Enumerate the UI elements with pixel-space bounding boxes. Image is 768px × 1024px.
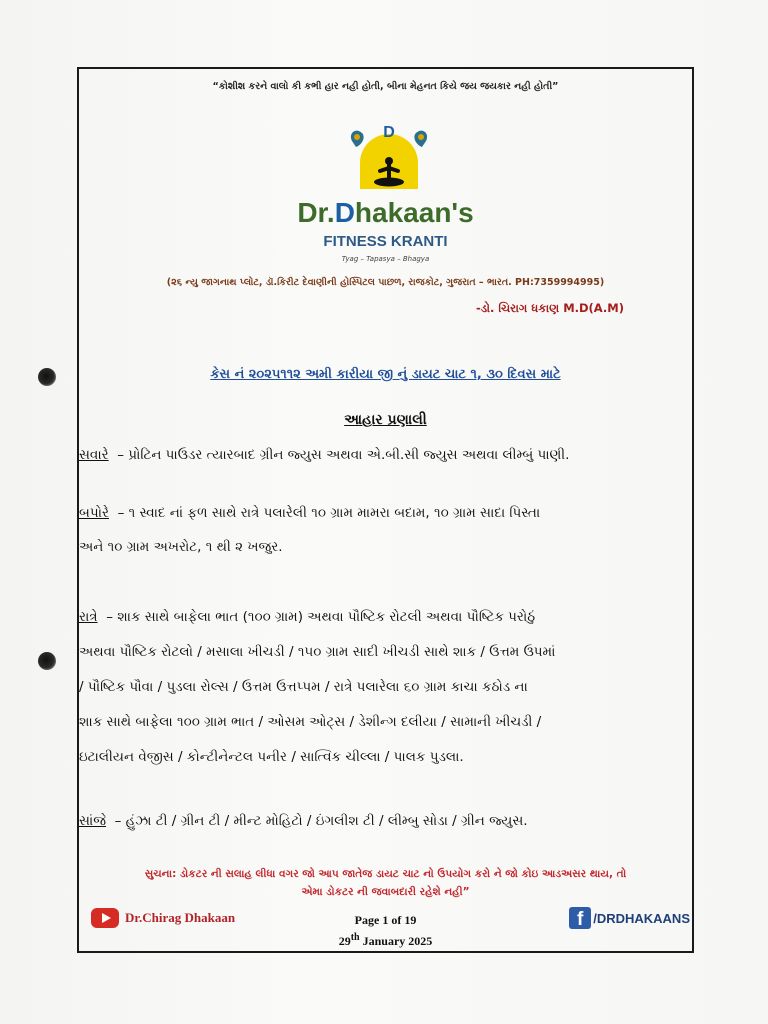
- meal-line: [79, 447, 569, 463]
- brand-letter-d: D: [334, 197, 355, 228]
- page-number: Page 1 of 19: [354, 913, 417, 927]
- meal-label: બપોરે: [79, 505, 109, 521]
- brand-rest: hakaan's: [354, 197, 474, 228]
- meal-line: શાક સાથે બાફેલા ૧૦૦ ગ્રામ ભાત / ઓસમ ઓટ્સ / ડેશીન્ગ દલીયા / સામાની ખીચડી /: [79, 714, 542, 730]
- youtube-channel-name: Dr.Chirag Dhakaan: [125, 909, 236, 925]
- notice-line: સુચના: ડોકટર ની સલાહ લીધા વગર જો આપ જાતેજ ડાયટ ચાટ નો ઉપયોગ કરો ને જો કોઇ આડઅસર થાય, તો: [144, 868, 627, 880]
- meal-label: રાત્રે: [79, 609, 98, 625]
- meal-text: – ૧ સ્વાદ નાં ફળ સાથે રાત્રે પલારેલી ૧૦ ગ્રામ મામરા બદામ, ૧૦ ગ્રામ સાદા પિસ્તા: [117, 505, 541, 521]
- meal-label: સવારે: [79, 447, 109, 463]
- meal-line: અને ૧૦ ગ્રામ અખરોટ, ૧ થી ૨ ખજુર.: [79, 539, 283, 555]
- page-border: [77, 67, 694, 953]
- meal-line: [79, 813, 528, 829]
- brand-tagline: Tyag – Tapasya – Bhagya: [341, 255, 430, 263]
- section-heading: આહાર પ્રણાલી: [344, 412, 427, 428]
- meal-line: અથવા પૌષ્ટિક રોટલો / મસાલા ખીચડી / ૧૫૦ ગ્રામ સાદી ખીચડી સાથે શાક / ઉત્તમ ઉપમાં: [79, 644, 556, 660]
- punch-hole: [38, 652, 56, 670]
- date-day: 29: [338, 934, 351, 948]
- punch-hole: [38, 368, 56, 386]
- meal-label: સાંજે: [79, 813, 107, 829]
- meal-line: ઇટાલીયન વેજીસ / કોન્ટીનેન્ટલ પનીર / સાત્વિક ચીલ્લા / પાલક પુડલા.: [79, 749, 464, 765]
- svg-text:D: D: [383, 124, 395, 141]
- facebook-page[interactable]: [569, 907, 690, 929]
- facebook-handle: /DRDHAKAANS: [593, 910, 690, 926]
- date-month-year: January 2025: [359, 934, 433, 948]
- date-suffix: th: [350, 932, 360, 943]
- brand-prefix: Dr.: [297, 197, 335, 228]
- meal-text: – શાક સાથે બાફેલા ભાત (૧૦૦ ગ્રામ) અથવા પૌષ્ટિક રોટલી અથવા પૌષ્ટિક પરોઠું: [106, 609, 536, 625]
- meal-line: [79, 609, 535, 625]
- notice-line: એમા ડોકટર ની જવાબદારી રહેશે નહી”: [301, 886, 470, 898]
- meal-text: – પ્રોટિન પાઉડર ત્યારબાદ ગ્રીન જ્યુસ અથવા એ.બી.સી જ્યુસ અથવા લીમ્બું પાણી.: [117, 447, 570, 463]
- clinic-address: (૨૬ ન્યુ જાગનાથ પ્લોટ, ડૉ.કિરીટ દેવાણીની હોસ્પિટલ પાછળ, રાજકોટ, ગુજરાત – ભારત. PH:7359994995): [166, 277, 605, 288]
- document-date: [79, 929, 692, 950]
- brand-subtitle: FITNESS KRANTI: [323, 233, 448, 250]
- disclaimer-notice: [79, 865, 692, 901]
- doctor-signature: -ડો. ચિરાગ ધકાણ M.D(A.M): [476, 301, 624, 315]
- motivational-quote: “કોશીશ કરને વાલો કી કભી હાર નહી હોતી, બીના મેહનત કિયે જય જયકાર નહી હોતી”: [212, 81, 559, 92]
- meal-text: – હુંઝા ટી / ગ્રીન ટી / મીન્ટ મોહિટો / ઇંગલીશ ટી / લીમ્બુ સોડા / ગ્રીન જ્યુસ.: [114, 813, 528, 829]
- case-title: કેસ નં ૨૦૨૫૧૧૨ અમી કારીયા જી નું ડાયટ ચાટ ૧, ૩૦ દિવસ માટે: [210, 367, 561, 382]
- meal-line: / પૌષ્ટિક પૌવા / પુડલા રોલ્સ / ઉત્તમ ઉત્તપ્પમ / રાત્રે પલારેલા ૬૦ ગ્રામ કાચા કઠોડ ના: [79, 679, 528, 695]
- meal-line: [79, 505, 540, 521]
- yoga-logo-icon: [344, 119, 434, 199]
- brand-name: [79, 197, 692, 229]
- facebook-icon: f: [569, 907, 591, 929]
